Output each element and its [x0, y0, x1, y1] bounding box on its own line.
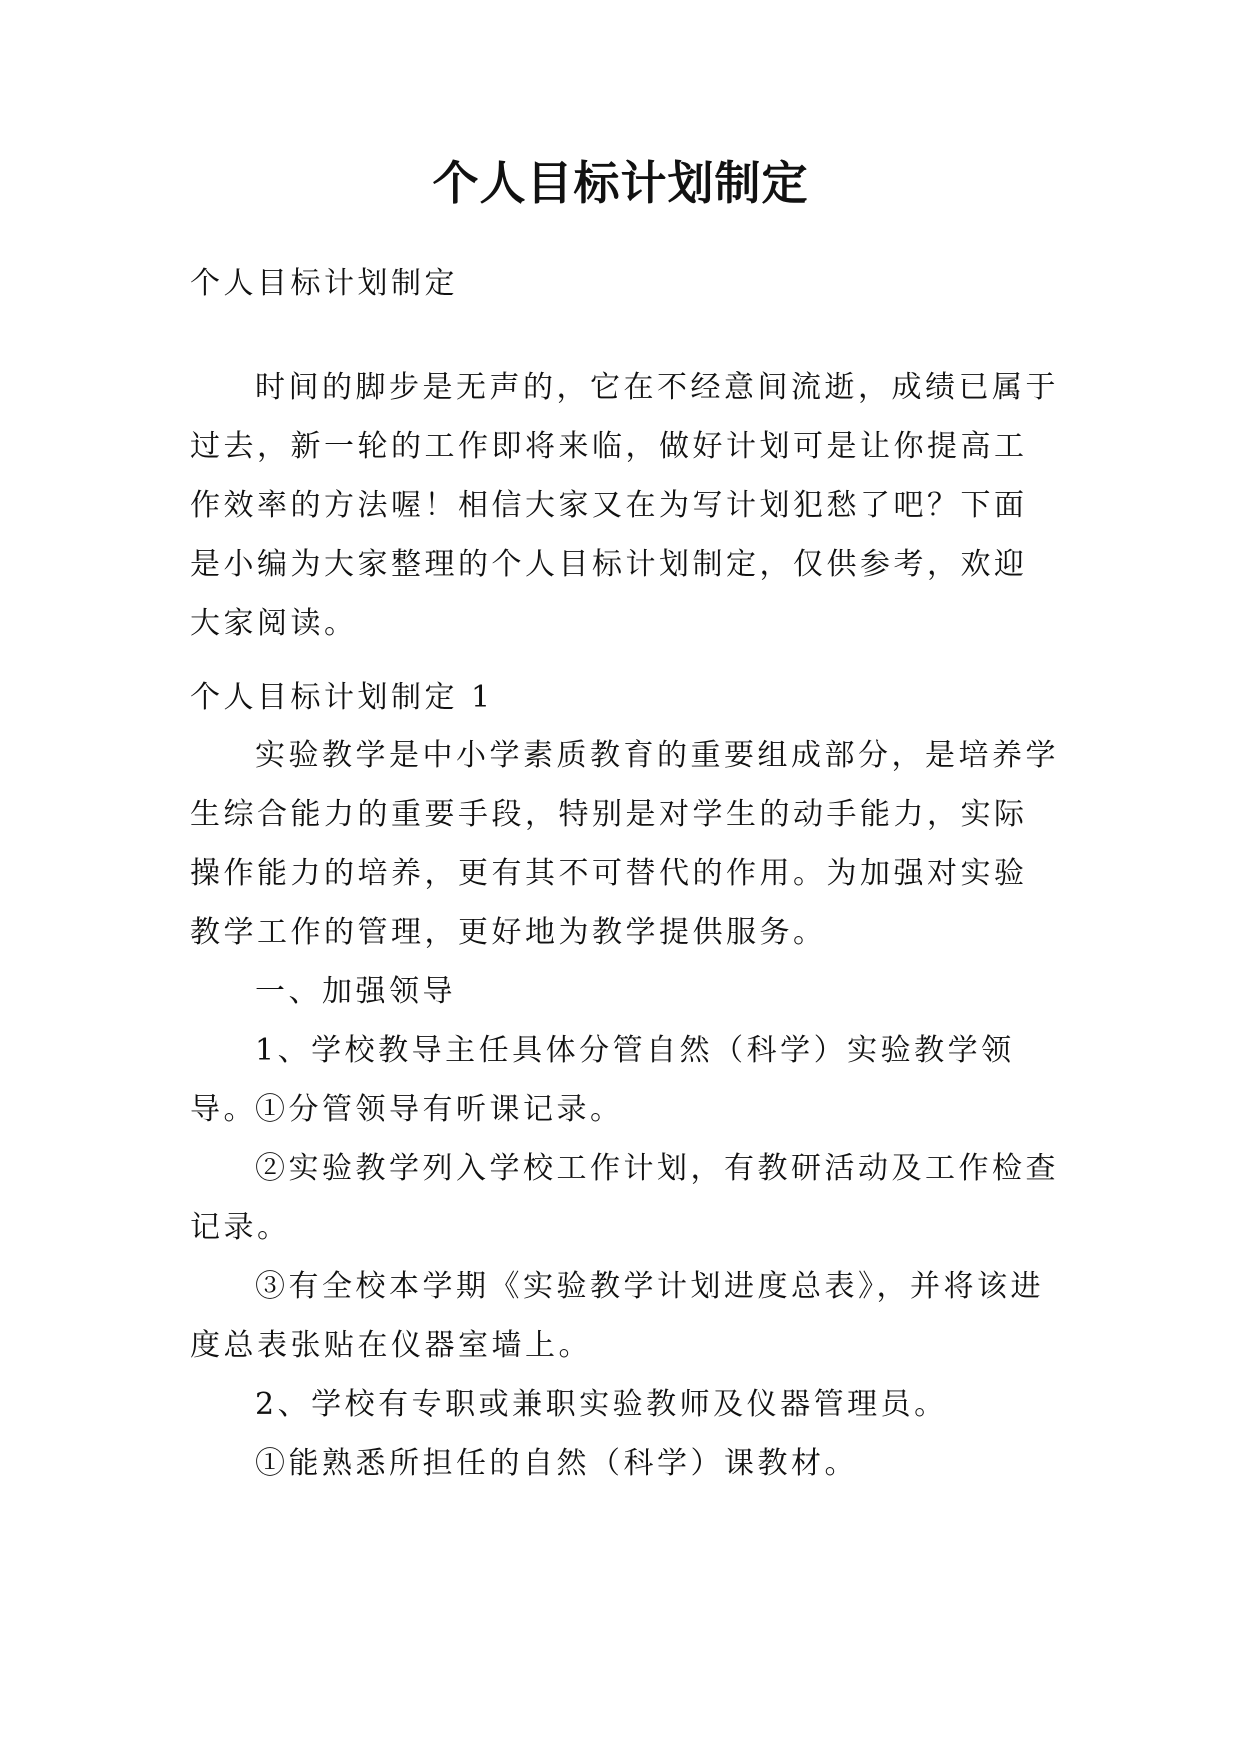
body-paragraph: 2、学校有专职或兼职实验教师及仪器管理员。: [255, 1387, 948, 1422]
body-paragraph: 一、加强领导: [255, 974, 456, 1009]
section-heading: 个人目标计划制定 1: [190, 680, 494, 715]
body-paragraph: ①分管领导有听课记录。: [255, 1092, 624, 1127]
body-paragraph: 实验教学是中小学素质教育的重要组成部分，是培养学生综合能力的重要手段，特别是对学生的动手能力，实际操作能力的培养，更有其不可替代的作用。为加强对实验教学工作的管理，更好地为教学提供服务。: [190, 738, 1059, 950]
document-subtitle: 个人目标计划制定: [190, 266, 458, 301]
document-title: 个人目标计划制定: [432, 156, 809, 210]
body-paragraph: ③有全校本学期《实验教学计划进度总表》，并将该进度总表张贴在仪器室墙上。: [190, 1269, 1044, 1363]
body-paragraph: 1、学校教导主任具体分管自然（科学）实验教学领导。: [190, 1033, 1015, 1127]
body-paragraph: ②实验教学列入学校工作计划，有教研活动及工作检查记录。: [190, 1151, 1059, 1245]
intro-paragraph: 时间的脚步是无声的，它在不经意间流逝，成绩已属于过去，新一轮的工作即将来临，做好计划可是让你提高工作效率的方法喔！相信大家又在为写计划犯愁了吧？下面是小编为大家整理的个人目标计划制定，仅供参考，欢迎大家阅读。: [190, 370, 1059, 641]
body-paragraph: ①能熟悉所担任的自然（科学）课教材。: [255, 1446, 858, 1481]
